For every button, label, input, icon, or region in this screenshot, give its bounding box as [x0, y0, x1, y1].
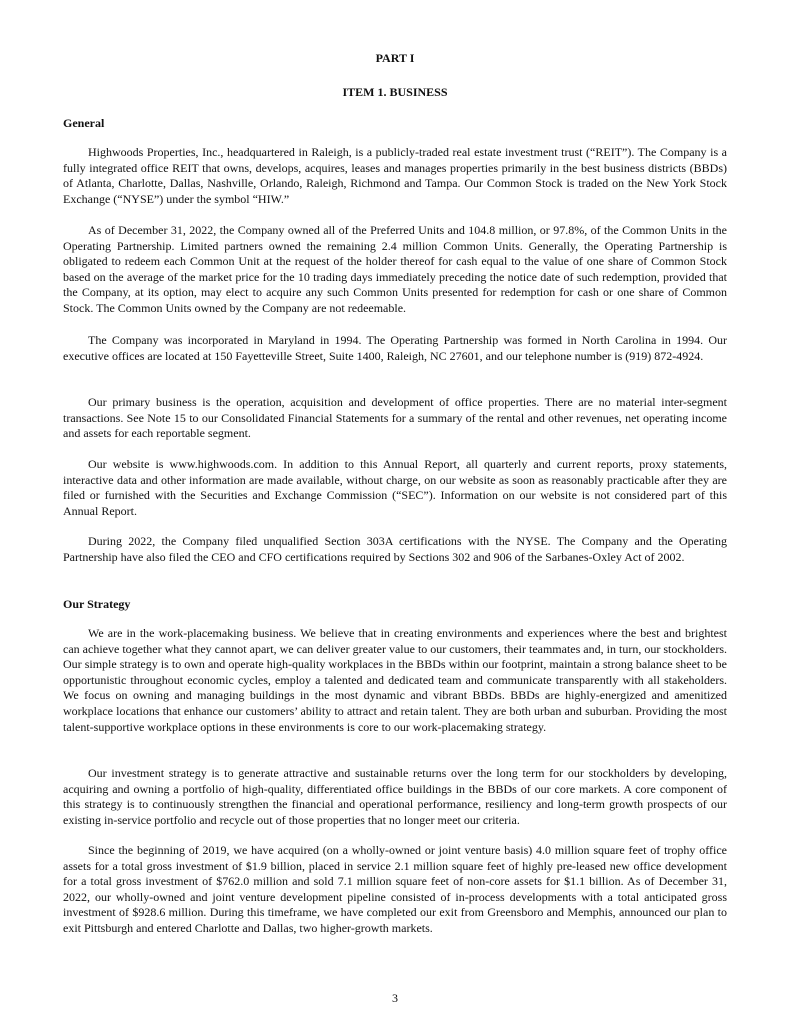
- strategy-heading: Our Strategy: [63, 597, 131, 611]
- strategy-paragraph-1: We are in the work-placemaking business. We believe that in creating environments and experiences where the best and brightest can achieve together what they cannot apart, we can deliver greater value to our customers, their teammates and, in turn, our stockholders. Our simple strategy is to own and operate high-quality workplaces in the BBDs within our footprint, maintain a strong balance sheet to be opportunistic throughout economic cycles, employ a talented and dedicated team and communicate transparently with all stakeholders. We focus on owning and managing buildings in the most dynamic and vibrant BBDs. BBDs are highly-energized and amenitized workplace locations that enhance our customers’ ability to attract and retain talent. They are both urban and suburban. Providing the most talent-supportive workplace options in these environments is core to our work-placemaking strategy.: [63, 626, 727, 734]
- page-number: 3: [392, 991, 398, 1005]
- general-paragraph-3: The Company was incorporated in Maryland in 1994. The Operating Partnership was formed in North Carolina in 1994. Our executive offices are located at 150 Fayetteville Street, Suite 1400, Raleigh, NC 27601, and our telephone number is (919) 872-4924.: [63, 333, 727, 363]
- strategy-paragraph-3: Since the beginning of 2019, we have acquired (on a wholly-owned or joint venture basis) 4.0 million square feet of trophy office assets for a total gross investment of $1.9 billion, placed in service 2.1 million square feet of highly pre-leased new office development for a total gross investment of $762.0 million and sold 7.1 million square feet of non-core assets for $1.1 billion. As of December 31, 2022, our wholly-owned and joint venture development pipeline consisted of in-process developments with a total anticipated gross investment of $928.6 million. During this timeframe, we have completed our exit from Greensboro and Memphis, announced our plan to exit Pittsburgh and entered Charlotte and Dallas, two higher-growth markets.: [63, 843, 727, 935]
- general-paragraph-4: Our primary business is the operation, acquisition and development of office properties. There are no material inter-segment transactions. See Note 15 to our Consolidated Financial Statements for a summary of the rental and other revenues, net operating income and assets for each reportable segment.: [63, 395, 727, 441]
- strategy-paragraph-2: Our investment strategy is to generate attractive and sustainable returns over the long term for our stockholders by developing, acquiring and owning a portfolio of high-quality, differentiated office buildings in the BBDs of our core markets. A core component of this strategy is to continuously strengthen the financial and operational performance, resiliency and long-term growth prospects of our existing in-service portfolio and recycle out of those properties that no longer meet our criteria.: [63, 766, 727, 827]
- part-title: PART I: [375, 51, 415, 65]
- general-paragraph-1: Highwoods Properties, Inc., headquartered in Raleigh, is a publicly-traded real estate investment trust (“REIT”). The Company is a fully integrated office REIT that owns, develops, acquires, leases and manages properties primarily in the best business districts (BBDs) of Atlanta, Charlotte, Dallas, Nashville, Orlando, Raleigh, Richmond and Tampa. Our Common Stock is traded on the New York Stock Exchange (“NYSE”) under the symbol “HIW.”: [63, 145, 727, 206]
- general-heading: General: [63, 116, 105, 130]
- item-title: ITEM 1. BUSINESS: [342, 85, 448, 99]
- general-paragraph-2: As of December 31, 2022, the Company owned all of the Preferred Units and 104.8 million, or 97.8%, of the Common Units in the Operating Partnership. Limited partners owned the remaining 2.4 million Common Units. Generally, the Operating Partnership is obligated to redeem each Common Unit at the request of the holder thereof for cash equal to the value of one share of Common Stock based on the average of the market price for the 10 trading days immediately preceding the notice date of such redemption, provided that the Company, at its option, may elect to acquire any such Common Units presented for redemption for cash or one share of Common Stock. The Common Units owned by the Company are not redeemable.: [63, 223, 727, 315]
- general-paragraph-6: During 2022, the Company filed unqualified Section 303A certifications with the NYSE. The Company and the Operating Partnership have also filed the CEO and CFO certifications required by Sections 302 and 906 of the Sarbanes-Oxley Act of 2002.: [63, 534, 727, 564]
- general-paragraph-5: Our website is www.highwoods.com. In addition to this Annual Report, all quarterly and current reports, proxy statements, interactive data and other information are made available, without charge, on our website as soon as reasonably practicable after they are filed or furnished with the Securities and Exchange Commission (“SEC”). Information on our website is not considered part of this Annual Report.: [63, 457, 727, 518]
